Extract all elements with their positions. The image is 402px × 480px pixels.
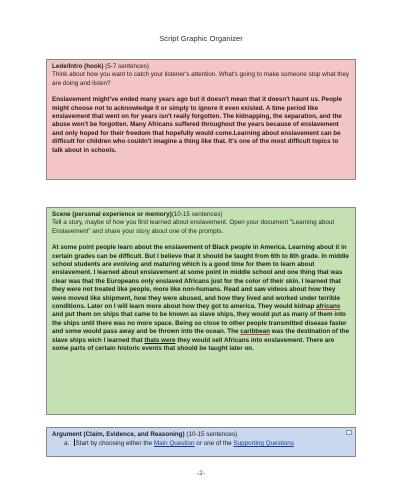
lede-section[interactable] bbox=[46, 59, 356, 180]
scene-heading bbox=[52, 211, 350, 219]
spelling-flag-caribbean[interactable]: caribbean bbox=[240, 328, 270, 336]
document-title: Script Graphic Organizer bbox=[159, 34, 243, 43]
argument-heading-note: (10-15 sentences) bbox=[184, 431, 238, 438]
comment-icon[interactable] bbox=[346, 430, 352, 435]
scene-body-part-2: and put them on ships that came to be known as slave ships, they would put as many of them into the ships until there was no more space. Being so close to other people transmitted disease faster and some would pass away and be thrown into the ocean. The bbox=[52, 311, 347, 336]
argument-list-item bbox=[64, 439, 350, 448]
scene-body-part-1: At some point people learn about the enslavement of Black people in America. Learning about it in certain grades can be difficult. But I believe that it should be taught from 6th to 8th grade. In middle school students are evolving and maturing which is a good time for them to learn about enslavement. I learned about enslavement at some point in middle school and one thing that was clear was that the Europeans only enslaved Africans just for the color of their skin. I learned that they were not treated like people, more like non-humans. Read and saw videos about how they were moved like shipment, how they were abused, and how they lived and worked under terrible conditions. Later on I will learn more about how they got to america. They would kidnap bbox=[52, 244, 350, 311]
main-question-link[interactable]: Main Question bbox=[153, 440, 195, 448]
argument-item-text-1: Start by choosing either the bbox=[75, 440, 154, 448]
argument-item-text-2: or one of the bbox=[194, 440, 234, 448]
argument-heading-label: Argument (Claim, Evidence, and Reasoning) bbox=[52, 431, 185, 438]
argument-section[interactable] bbox=[46, 427, 356, 457]
lede-heading-label: Lede/Intro (hook) bbox=[52, 63, 104, 70]
scene-prompt: Tell a story, maybe of how you first learned about enslavement. Open your document "Learning about Enslavement" and share your story about one of the prompts. bbox=[52, 219, 335, 235]
lede-body-text[interactable]: Enslavement might've ended many years ago but it doesn't mean that it doesn't haunt us. People might choose not to acknowledge it or simply to ignore it even existed. A time period like enslavement that went on for years isn't really forgotten. The kidnapping, the separation, and the abuse won't be forgotten. Many Africans suffered throughout the years because of enslavement and only hoped for their freedom that hopefully would come.Learning about enslavement can be difficult for children who couldn't imagine a thing like that. It's one of the most difficult topics to talk about in schools. bbox=[52, 96, 343, 154]
lede-heading bbox=[52, 63, 350, 71]
scene-heading-note: (10-15 sentences) bbox=[171, 211, 223, 218]
scene-heading-label: Scene (personal experience or memory) bbox=[52, 211, 172, 218]
scene-body-part-3: was the destination of the slave ships wich I learned that bbox=[52, 328, 350, 344]
spelling-flag-africans[interactable]: africans bbox=[316, 303, 341, 311]
supporting-questions-link[interactable]: Supporting Questions bbox=[233, 440, 294, 448]
list-marker: a. bbox=[64, 440, 70, 448]
scene-section[interactable] bbox=[46, 207, 356, 415]
scene-body-part-4: they would sell Africans into enslavement. There are some parts of certain historic events that should be taught later on. bbox=[52, 336, 335, 353]
scene-body-text[interactable] bbox=[52, 244, 350, 353]
lede-prompt: Think about how you want to catch your listener's attention. What's going to make someone stop what they are doing and listen? bbox=[52, 71, 350, 87]
argument-heading bbox=[52, 431, 350, 439]
page-number: -2- bbox=[197, 470, 205, 477]
grammar-flag-thats-were[interactable]: thats were bbox=[144, 336, 176, 344]
lede-heading-note: (5-7 sentences) bbox=[103, 63, 149, 70]
